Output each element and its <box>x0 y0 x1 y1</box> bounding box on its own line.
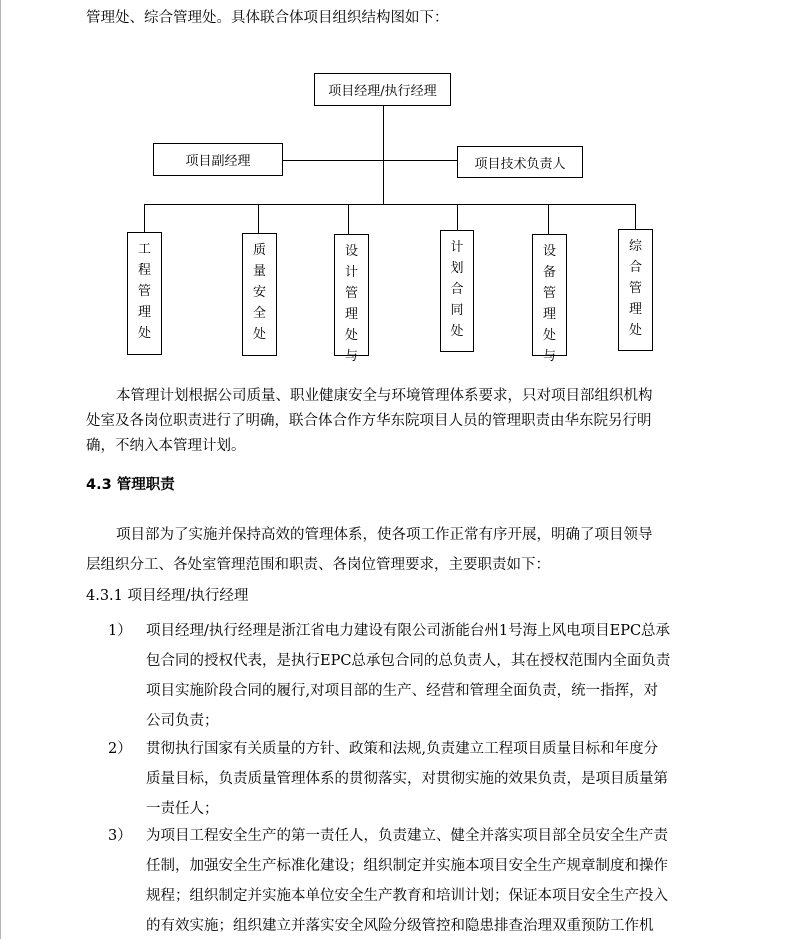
paragraph-line: 确，不纳入本管理计划。 <box>86 438 246 454</box>
connector-dept-6 <box>635 204 636 229</box>
connector-dept-1 <box>144 204 145 232</box>
dept-char: 全 <box>252 306 266 321</box>
box-dept-engineering <box>127 232 162 355</box>
box-dept-quality-safety <box>242 233 277 356</box>
connector-dept-5 <box>548 204 549 234</box>
connector-departments-horizontal <box>144 204 635 205</box>
dept-char: 与 <box>344 349 358 364</box>
dept-char: 处 <box>252 327 266 342</box>
box-project-manager: 项目经理/执行经理 <box>314 73 451 106</box>
box-dept-general-admin <box>618 229 653 351</box>
dept-char: 与 <box>542 349 556 364</box>
dept-char: 设 <box>344 244 358 259</box>
org-chart <box>0 0 796 380</box>
dept-char: 管 <box>344 286 358 301</box>
subsection-heading: 4.3.1 项目经理/执行经理 <box>86 588 249 604</box>
dept-char: 设 <box>542 244 556 259</box>
dept-char: 管 <box>628 281 642 296</box>
box-dept-equipment <box>532 234 567 364</box>
list-number: 3） <box>108 828 132 844</box>
list-line: 一责任人； <box>146 801 219 817</box>
dept-char: 量 <box>252 264 266 279</box>
dept-char: 安 <box>252 285 266 300</box>
connector-dept-3 <box>348 204 349 234</box>
paragraph-line: 层组织分工、各处室管理范围和职责、各岗位管理要求，主要职责如下： <box>86 557 550 573</box>
dept-char: 理 <box>542 307 556 322</box>
list-text <box>146 821 726 941</box>
dept-char: 同 <box>450 303 464 318</box>
list-line: 项目经理/执行经理是浙江省电力建设有限公司浙能台州1号海上风电项目EPC总承 <box>146 623 671 639</box>
list-line: 的有效实施；组织建立并落实安全风险分级管控和隐患排查治理双重预防工作机 <box>146 918 654 934</box>
dept-char: 处 <box>450 324 464 339</box>
box-dept-planning-contract <box>440 230 474 352</box>
list-line: 项目实施阶段合同的履行,对项目部的生产、经营和管理全面负责，统一指挥，对 <box>146 683 659 699</box>
connector-dept-4 <box>457 204 458 230</box>
list-text <box>146 734 726 824</box>
list-item <box>108 821 748 939</box>
dept-char: 处 <box>628 323 642 338</box>
box-technical-lead: 项目技术负责人 <box>457 146 583 178</box>
connector-main-vertical <box>383 106 384 204</box>
dept-char: 处 <box>542 328 556 343</box>
paragraph-line: 本管理计划根据公司质量、职业健康安全与环境管理体系要求，只对项目部组织机构 <box>116 388 653 404</box>
list-number: 1） <box>108 623 132 639</box>
paragraph-line: 处室及各岗位职责进行了明确，联合体合作方华东院项目人员的管理职责由华东院另行明 <box>86 413 652 429</box>
dept-char: 程 <box>137 263 151 278</box>
paragraph-scope <box>86 384 726 459</box>
list-line: 贯彻执行国家有关质量的方针、政策和法规,负责建立工程项目质量目标和年度分 <box>146 741 659 757</box>
list-line: 任制，加强安全生产标准化建设；组织制定并实施本项目安全生产规章制度和操作 <box>146 858 668 874</box>
dept-char: 理 <box>344 307 358 322</box>
paragraph-responsibilities <box>86 520 726 580</box>
box-deputy-manager: 项目副经理 <box>153 143 283 176</box>
list-number: 2） <box>108 741 132 757</box>
intro-line: 管理处、综合管理处。具体联合体项目组织结构图如下： <box>86 10 449 26</box>
list-line: 规程；组织制定并实施本单位安全生产教育和培训计划；保证本项目安全生产投入 <box>146 888 668 904</box>
paragraph-line: 项目部为了实施并保持高效的管理体系，使各项工作正常有序开展，明确了项目领导 <box>116 527 653 543</box>
dept-char: 处 <box>137 326 151 341</box>
box-dept-design <box>334 234 369 364</box>
connector-dept-2 <box>258 204 259 233</box>
dept-char: 管 <box>137 284 151 299</box>
dept-char: 管 <box>542 286 556 301</box>
list-line: 包合同的授权代表，是执行EPC总承包合同的总负责人，其在授权范围内全面负责 <box>146 653 671 669</box>
section-heading: 4.3 管理职责 <box>86 477 175 493</box>
list-line: 质量目标，负责质量管理体系的贯彻落实，对贯彻实施的效果负责，是项目质量第 <box>146 771 668 787</box>
list-line: 为项目工程安全生产的第一责任人，负责建立、健全并落实项目部全员安全生产责 <box>146 828 668 844</box>
dept-char: 划 <box>450 261 464 276</box>
dept-char: 综 <box>628 239 642 254</box>
dept-char: 合 <box>628 260 642 275</box>
list-item <box>108 734 748 824</box>
dept-char: 质 <box>252 243 266 258</box>
dept-char: 备 <box>542 265 556 280</box>
list-text <box>146 616 726 736</box>
dept-char: 理 <box>137 305 151 320</box>
list-line: 公司负责； <box>146 713 219 729</box>
dept-char: 计 <box>344 265 358 280</box>
dept-char: 合 <box>450 282 464 297</box>
dept-char: 工 <box>137 242 151 257</box>
list-item <box>108 616 748 736</box>
dept-char: 理 <box>628 302 642 317</box>
dept-char: 处 <box>344 328 358 343</box>
connector-deputy-tech <box>283 160 457 161</box>
dept-char: 计 <box>450 240 464 255</box>
